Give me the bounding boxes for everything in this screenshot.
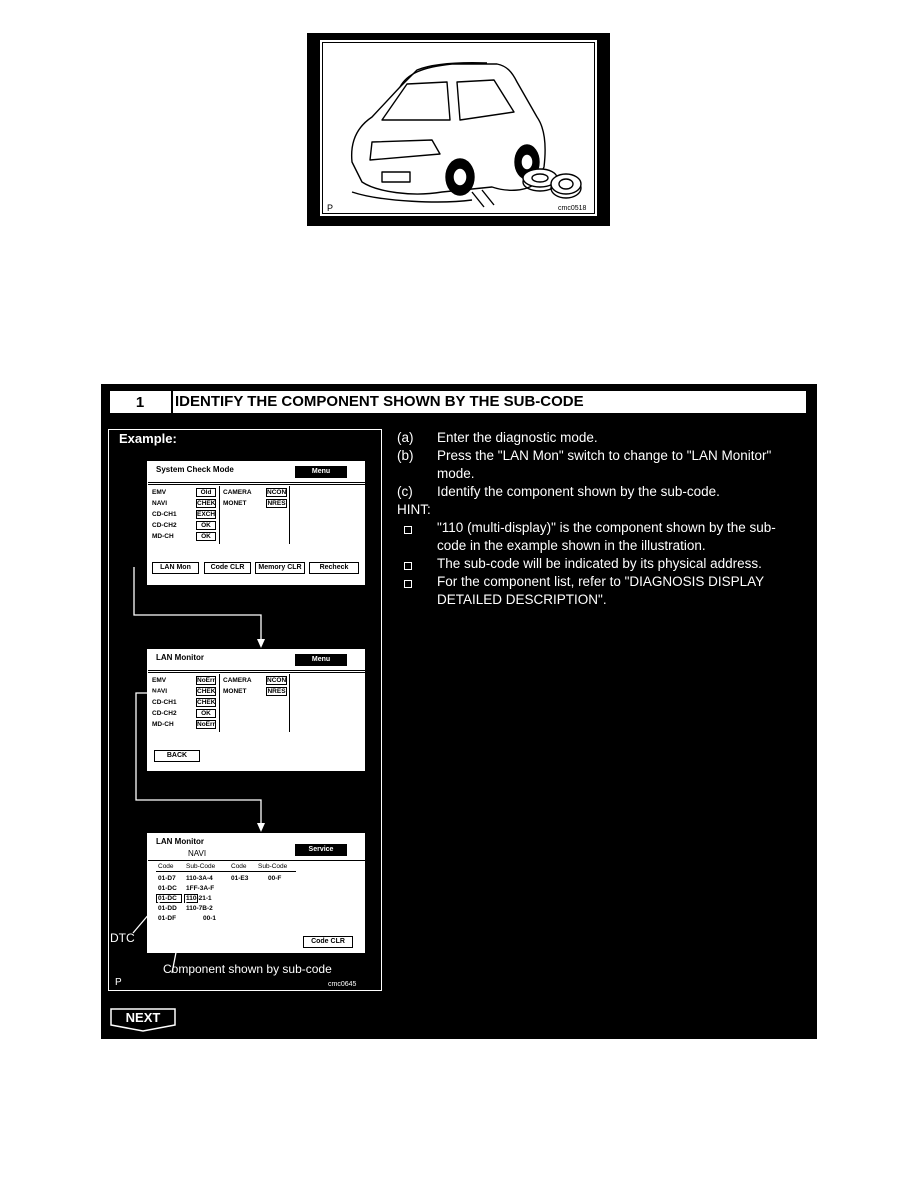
bullet-icon: [404, 526, 412, 534]
screen2-status-badge[interactable]: CHEK: [197, 688, 216, 695]
example-figure-code: cmc0645: [328, 981, 357, 988]
example-figure: [108, 429, 382, 991]
hint-heading: HINT:: [397, 502, 431, 517]
screen1-title: System Check Mode: [156, 465, 234, 474]
screen3-subtitle: NAVI: [188, 849, 207, 858]
screen2-status-badge[interactable]: NoErr: [197, 721, 216, 728]
screen2-status-badge[interactable]: CHEK: [197, 699, 216, 706]
screen1-row-label: NAVI: [152, 500, 168, 507]
screen1-status-badge[interactable]: Old: [196, 488, 216, 497]
step-number: 1: [135, 393, 145, 411]
step-c-label: (c): [397, 484, 413, 499]
table-cell: 01-DD: [158, 905, 177, 912]
dtc-label: DTC: [110, 931, 135, 945]
screen1-status-badge[interactable]: OK: [196, 521, 216, 530]
hint-1-text-cont: code in the example shown in the illustration.: [437, 538, 706, 553]
col-header-code: Code: [158, 863, 174, 870]
table-cell: 00-1: [203, 915, 217, 922]
screen2-row-label: EMV: [152, 677, 167, 684]
table-cell: 01-DF: [158, 915, 177, 922]
screen1-status-badge[interactable]: CHEK: [197, 500, 216, 507]
screen1-row-label: CD-CH2: [152, 522, 177, 529]
next-label: NEXT: [125, 1010, 161, 1025]
table-cell: 01-D7: [158, 875, 176, 882]
example-label: Example:: [119, 431, 177, 446]
screen2-row-label: MD-CH: [152, 721, 174, 728]
hint-3-text: For the component list, refer to "DIAGNOSIS DISPLAY: [437, 574, 765, 589]
example-figure-letter: P: [115, 977, 122, 988]
screen2-status-badge[interactable]: NRES: [267, 688, 286, 695]
step-a-text: Enter the diagnostic mode.: [437, 430, 598, 445]
component-caption: Component shown by sub-code: [163, 962, 332, 976]
screen1-menu-button[interactable]: Menu: [295, 466, 347, 478]
screen2-row-label: CD-CH2: [152, 710, 177, 717]
screen2-status-badge[interactable]: NCON: [267, 677, 287, 684]
screen2-title: LAN Monitor: [156, 653, 204, 662]
col-header-code: Code: [231, 863, 247, 870]
screen2-status-badge[interactable]: OK: [196, 709, 216, 718]
step-b-text: Press the "LAN Mon" switch to change to "LAN Monitor": [437, 448, 772, 463]
screen3-title: LAN Monitor: [156, 837, 204, 846]
table-cell: 110-3A-4: [186, 875, 213, 882]
step-a-label: (a): [397, 430, 414, 445]
screen1-status-badge[interactable]: EXCH: [197, 511, 216, 518]
screen2-row-label: CD-CH1: [152, 699, 177, 706]
code-clr-button[interactable]: Code CLR: [303, 936, 353, 948]
table-cell: 01-DC: [158, 895, 177, 902]
memory-clr-button[interactable]: Memory CLR: [255, 562, 305, 574]
hint-2-text: The sub-code will be indicated by its physical address.: [437, 556, 762, 571]
step-title: IDENTIFY THE COMPONENT SHOWN BY THE SUB-CODE: [175, 393, 584, 410]
screen2-row-label: NAVI: [152, 688, 168, 695]
screen1-row-label: MD-CH: [152, 533, 174, 540]
col-header-sub-code: Sub-Code: [186, 863, 216, 870]
screen1-status-badge[interactable]: NCON: [267, 489, 287, 496]
step-divider: [171, 390, 173, 414]
hint-1-text: "110 (multi-display)" is the component shown by the sub-: [437, 520, 776, 535]
screen2-status-badge[interactable]: NoErr: [197, 677, 216, 684]
table-cell: 01-E3: [231, 875, 249, 882]
recheck-button[interactable]: Recheck: [309, 562, 359, 574]
table-cell: 01-DC: [158, 885, 177, 892]
screen1-row-label: EMV: [152, 489, 167, 496]
lan-mon-button[interactable]: LAN Mon: [152, 562, 199, 574]
next-button[interactable]: [110, 1008, 176, 1032]
screen2-row-label: MONET: [223, 688, 247, 695]
bullet-icon: [404, 562, 412, 570]
screen1-status-badge[interactable]: NRES: [267, 500, 286, 507]
service-button[interactable]: Service: [295, 844, 347, 856]
step-c-text: Identify the component shown by the sub-code.: [437, 484, 720, 499]
step-block: [101, 384, 817, 1039]
table-cell: 110-7B-2: [186, 905, 213, 912]
car-illustration-figure: [307, 33, 610, 226]
step-b-label: (b): [397, 448, 414, 463]
screen1-row-label: CAMERA: [223, 489, 252, 496]
figure-letter: P: [327, 203, 334, 213]
screen2-row-label: CAMERA: [223, 677, 252, 684]
table-cell: 1FF-3A-F: [186, 885, 215, 892]
screen1-status-badge[interactable]: OK: [196, 532, 216, 541]
screen1-row-label: MONET: [223, 500, 247, 507]
table-cell: 110-21-1: [186, 895, 212, 902]
car-drawing: [322, 42, 595, 214]
code-clr-button[interactable]: Code CLR: [204, 562, 251, 574]
table-cell: 00-F: [268, 875, 282, 882]
bullet-icon: [404, 580, 412, 588]
figure-code: cmc0518: [558, 205, 587, 212]
screen1-row-label: CD-CH1: [152, 511, 177, 518]
flow-arrows: [109, 430, 383, 992]
back-button[interactable]: BACK: [154, 750, 200, 762]
step-b-text-cont: mode.: [437, 466, 475, 481]
screen2-menu-button[interactable]: Menu: [295, 654, 347, 666]
col-header-sub-code: Sub-Code: [258, 863, 288, 870]
hint-3-text-cont: DETAILED DESCRIPTION".: [437, 592, 607, 607]
